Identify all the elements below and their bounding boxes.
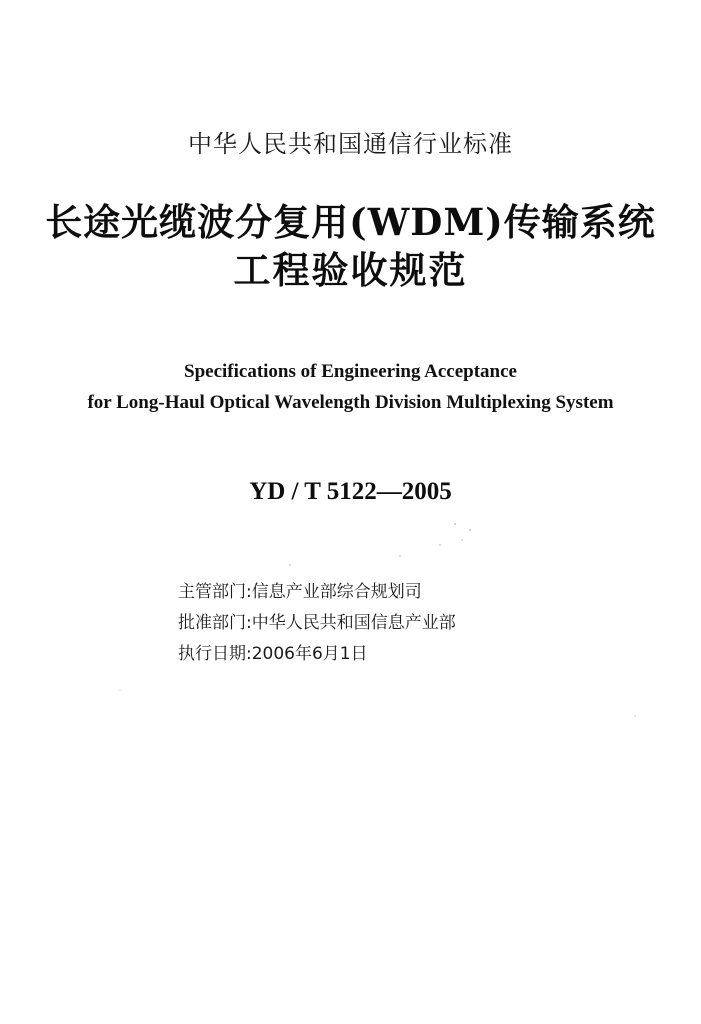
document-title-line-2: 工程验收规范 xyxy=(233,248,468,292)
document-title-line-1: 长途光缆波分复用(WDM)传输系统 xyxy=(45,200,656,244)
standard-type-heading: 中华人民共和国通信行业标准 xyxy=(188,130,513,158)
english-title-line-2: for Long-Haul Optical Wavelength Division Multiplexing System xyxy=(87,392,614,413)
effective-date: 执行日期:2006年6月1日 xyxy=(178,644,368,664)
english-title-line-1: Specifications of Engineering Acceptance xyxy=(184,361,517,382)
standard-code: YD / T 5122—2005 xyxy=(249,478,452,505)
competent-department: 主管部门:信息产业部综合规划司 xyxy=(178,582,422,602)
approval-department: 批准部门:中华人民共和国信息产业部 xyxy=(178,613,456,633)
